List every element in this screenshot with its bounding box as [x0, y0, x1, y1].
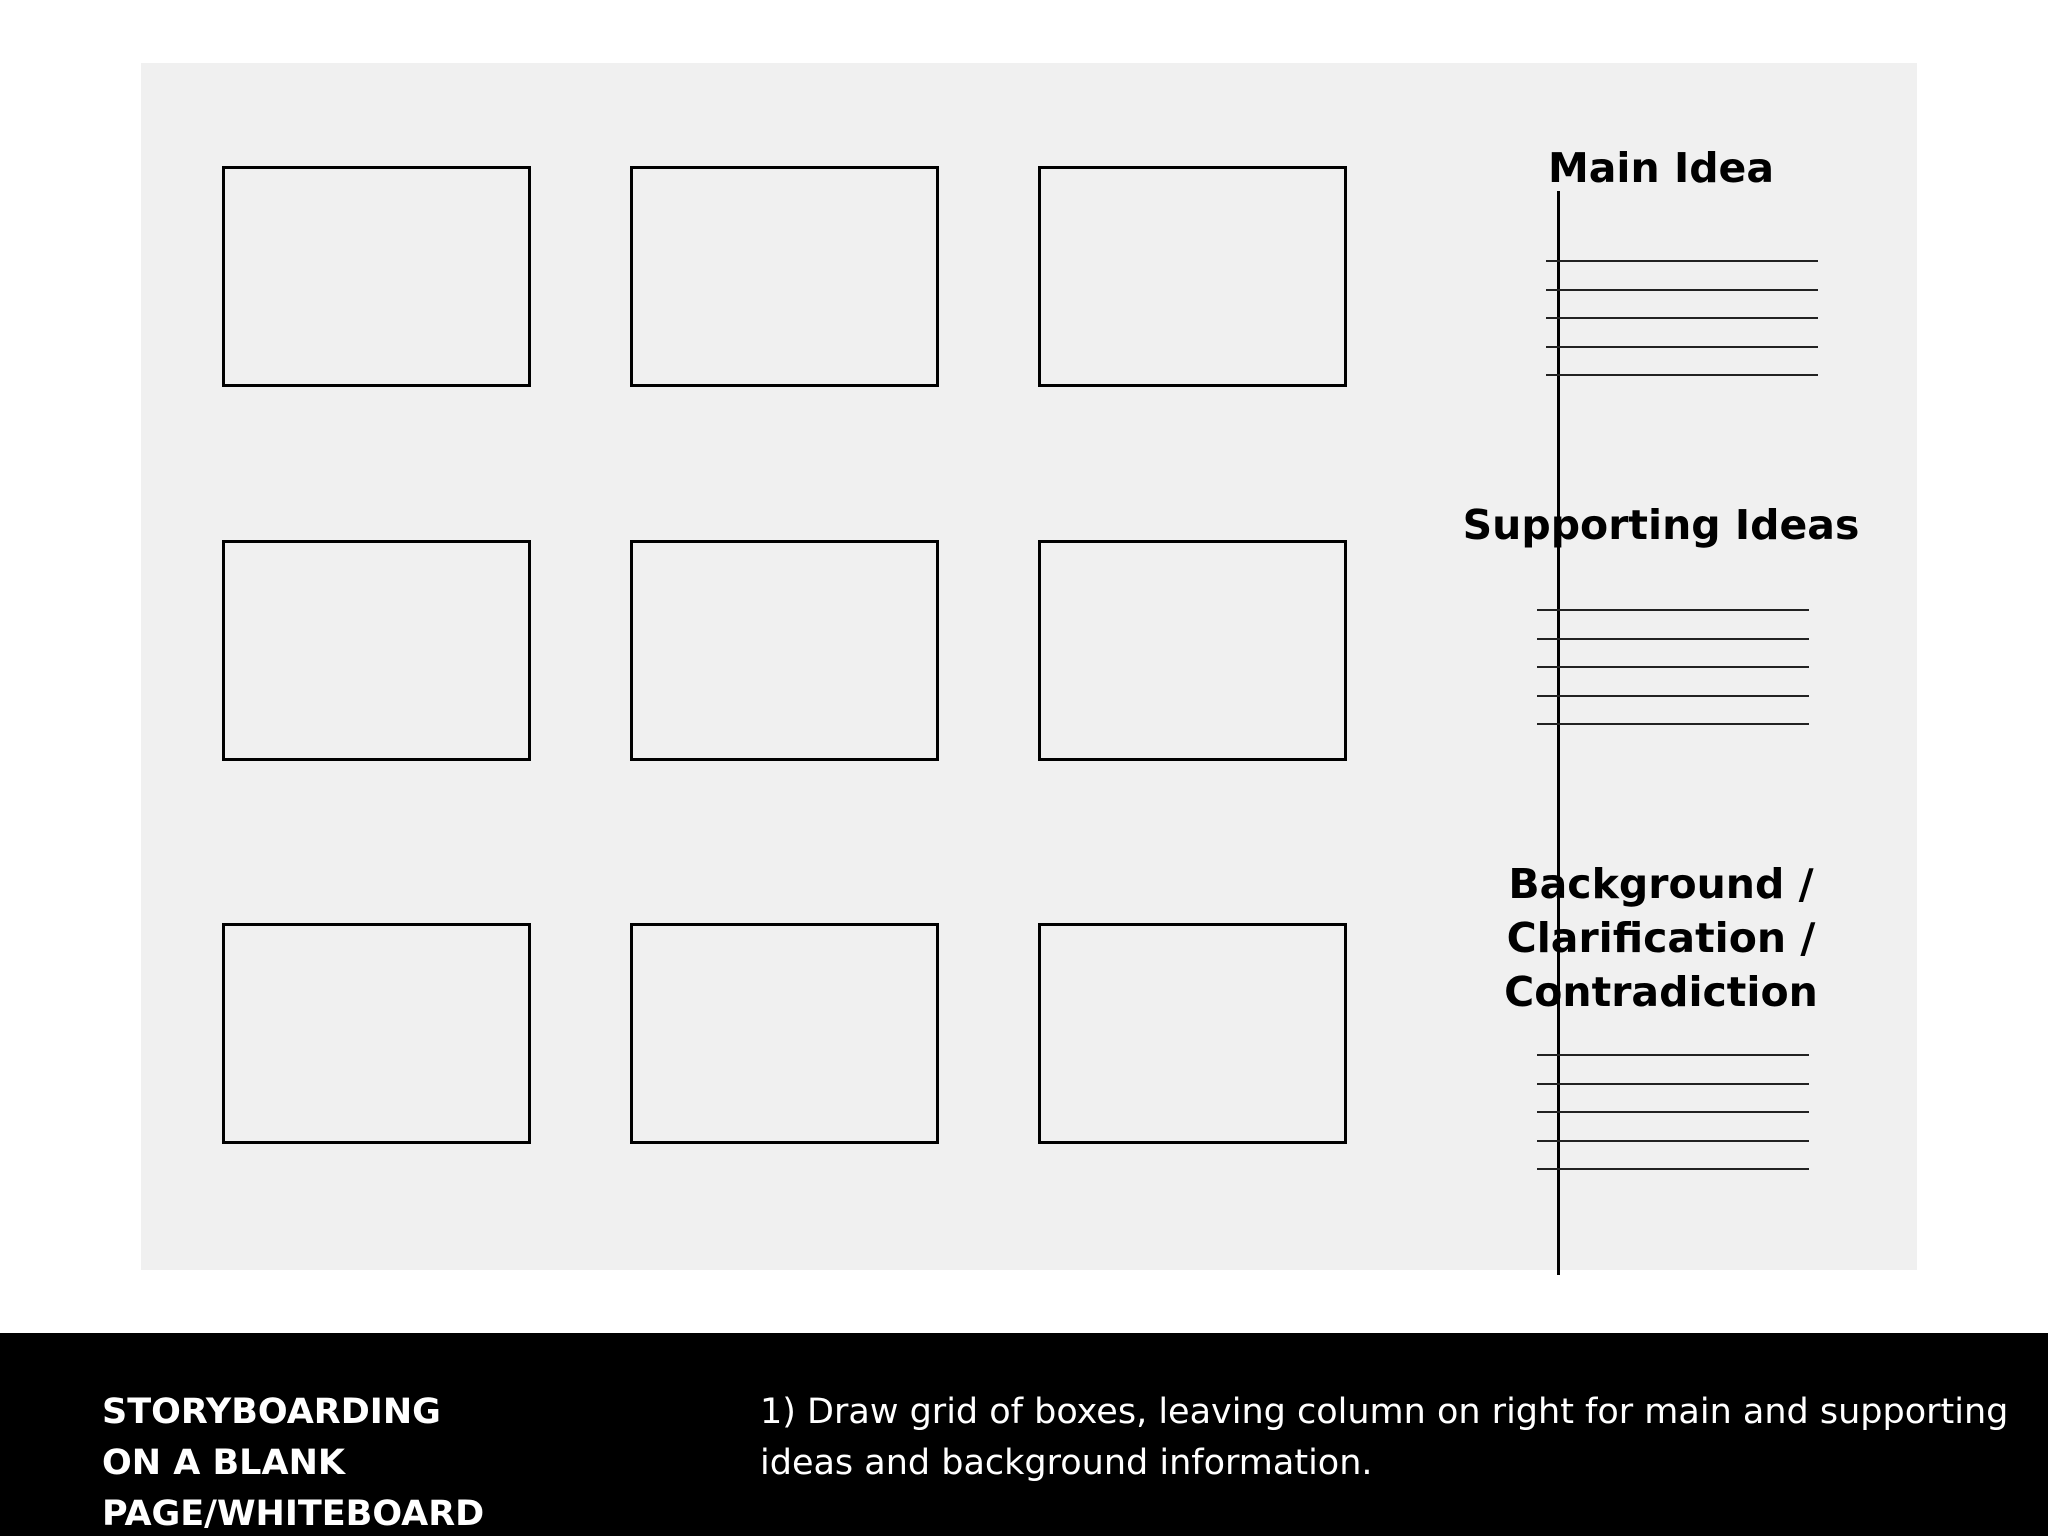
writing-line [1537, 1111, 1809, 1113]
main-idea-lines [1546, 260, 1818, 403]
storyboard-panel-9 [1038, 923, 1347, 1144]
writing-line [1537, 1083, 1809, 1085]
writing-line [1537, 1054, 1809, 1056]
supporting-ideas-lines [1537, 609, 1809, 752]
writing-line [1546, 374, 1818, 376]
storyboard-panel-4 [222, 540, 531, 761]
storyboard-panel-7 [222, 923, 531, 1144]
writing-line [1537, 638, 1809, 640]
writing-line [1537, 695, 1809, 697]
storyboard-panel-5 [630, 540, 939, 761]
caption-footer [0, 1333, 2048, 1536]
background-heading: Background / Clarification / Contradiction [1504, 860, 1818, 1016]
background-lines [1537, 1054, 1809, 1197]
storyboard-panel-6 [1038, 540, 1347, 761]
storyboard-panel-1 [222, 166, 531, 387]
writing-line [1537, 609, 1809, 611]
caption-title: STORYBOARDING ON A BLANK PAGE/WHITEBOARD [102, 1392, 485, 1534]
writing-line [1537, 666, 1809, 668]
writing-line [1546, 346, 1818, 348]
writing-line [1546, 317, 1818, 319]
storyboard-panel-2 [630, 166, 939, 387]
writing-line [1546, 260, 1818, 262]
supporting-ideas-heading: Supporting Ideas [1462, 501, 1860, 549]
main-idea-heading: Main Idea [1547, 144, 1775, 192]
caption-description: 1) Draw grid of boxes, leaving column on right for main and supporting ideas and background information. [760, 1392, 2009, 1483]
storyboard-panel-8 [630, 923, 939, 1144]
writing-line [1537, 723, 1809, 725]
writing-line [1546, 289, 1818, 291]
writing-line [1537, 1168, 1809, 1170]
writing-line [1537, 1140, 1809, 1142]
storyboard-panel-3 [1038, 166, 1347, 387]
